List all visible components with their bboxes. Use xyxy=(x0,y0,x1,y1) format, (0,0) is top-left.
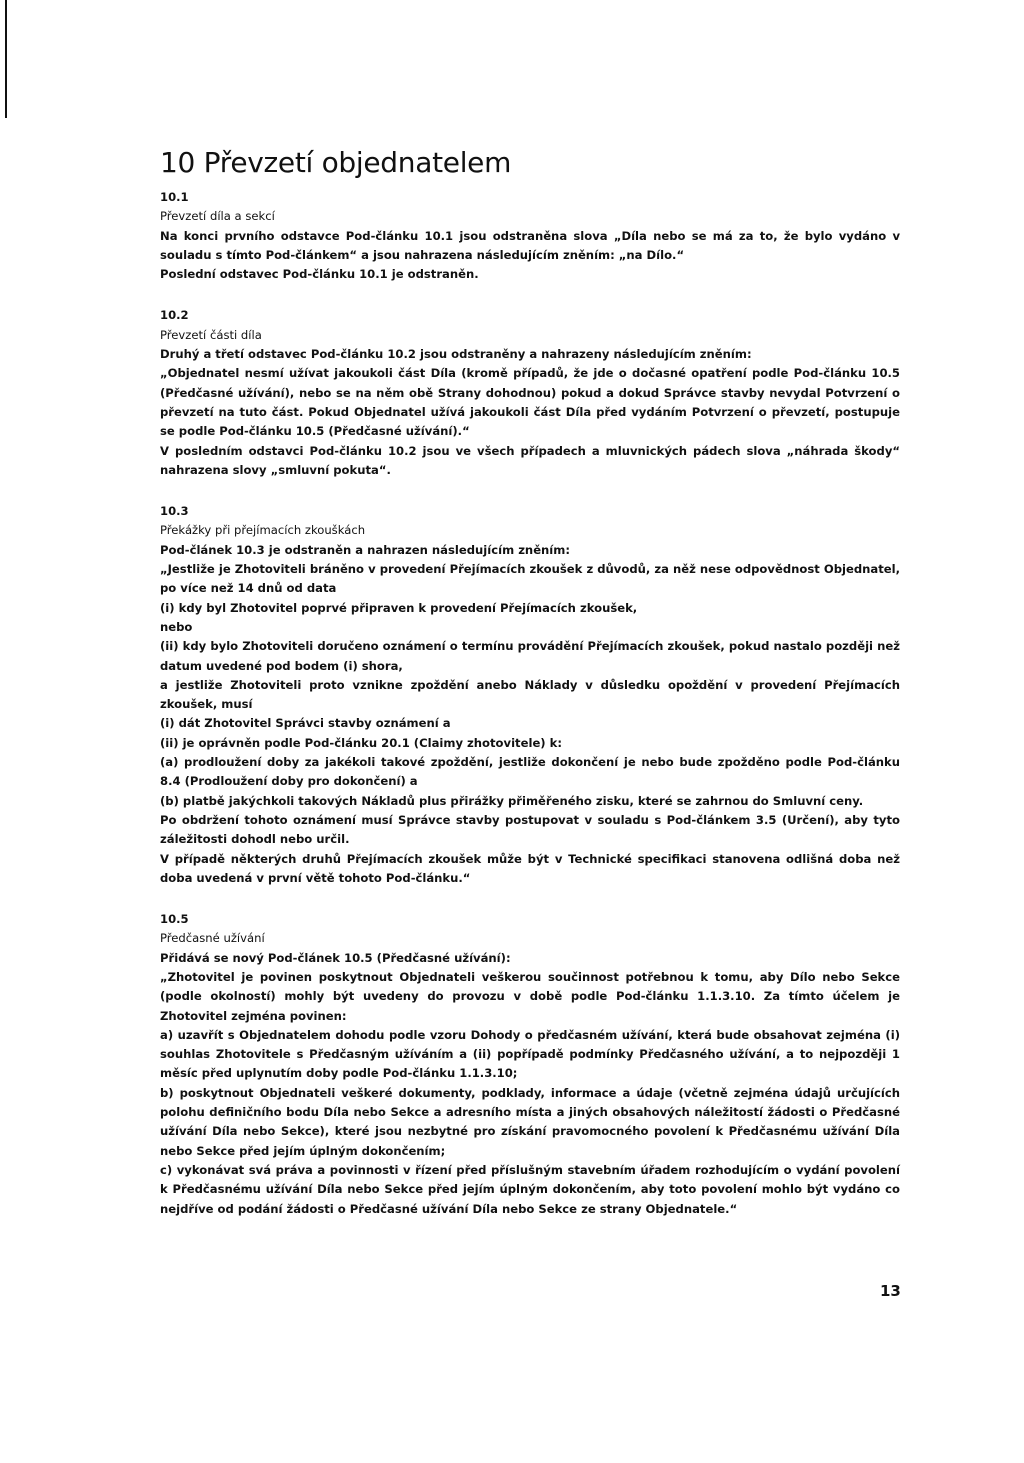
paragraph: Přidává se nový Pod-článek 10.5 (Předčasné užívání): xyxy=(160,950,511,965)
paragraph: a) uzavřít s Objednatelem dohodu podle vzoru Dohody o předčasném užívání, která bude obsahovat zejména (i) souhlas Zhotovitele s Předčasným užíváním a (ii) popřípadě podmínky Předčasného užívání, a to nejpozději 1 měsíc před uplynutím doby podle Pod-článku 1.1.3.10; xyxy=(160,1027,900,1081)
paragraph: (ii) je oprávněn podle Pod-článku 20.1 (Claimy zhotovitele) k: xyxy=(160,735,562,750)
paragraph: „Objednatel nesmí užívat jakoukoli část Díla (kromě případů, že jde o dočasné opatření podle Pod-článku 10.5 (Předčasné užívání), nebo se na něm obě Strany dohodnou) pokud a dokud Správce stavby nevydal Potvrzení o převzetí na tuto část. Pokud Objednatel užívá jakoukoli část Díla před vydáním Potvrzení o převzetí, postupuje se podle Pod-článku 10.5 (Předčasné užívání).“ xyxy=(160,366,900,439)
paragraph: „Zhotovitel je povinen poskytnout Objednateli veškerou součinnost potřebnou k tomu, aby Dílo nebo Sekce (podle okolností) mohly být uvedeny do provozu v době podle Pod-článku 1.1.3.10. Za tímto účelem je Zhotovitel zejména povinen: xyxy=(160,969,900,1023)
paragraph: Pod-článek 10.3 je odstraněn a nahrazen následujícím zněním: xyxy=(160,542,570,557)
section-title: Převzetí díla a sekcí xyxy=(160,209,275,224)
paragraph: (a) prodloužení doby za jakékoli takové zpoždění, jestliže dokončení je nebo bude zpožděno podle Pod-článku 8.4 (Prodloužení doby pro dokončení) a xyxy=(160,755,900,789)
paragraph: b) poskytnout Objednateli veškeré dokumenty, podklady, informace a údaje (včetně zejména údajů určujících polohu definičního bodu Díla nebo Sekce a adresního místa a jiných obsahových náležitostí žádosti o Předčasné užívání Díla nebo Sekce), které jsou nezbytné pro získání pravomocného povolení k Předčasnému užívání Díla nebo Sekce před jejím úplným dokončením; xyxy=(160,1085,900,1158)
section-number: 10.2 xyxy=(160,308,189,323)
paragraph: a jestliže Zhotoviteli proto vznikne zpoždění anebo Náklady v důsledku opoždění v provedení Přejímacích zkoušek, musí xyxy=(160,677,900,712)
document-page xyxy=(160,146,900,1219)
section-10-1 xyxy=(160,188,900,284)
paragraph: V případě některých druhů Přejímacích zkoušek může být v Technické specifikaci stanovena odlišná doba než doba uvedená v první větě tohoto Pod-článku.“ xyxy=(160,851,900,885)
paragraph: „Jestliže je Zhotoviteli bráněno v provedení Přejímacích zkoušek z důvodů, za něž nese odpovědnost Objednatel, po více než 14 dnů od data xyxy=(160,562,900,596)
paragraph: (i) dát Zhotovitel Správci stavby oznámení a xyxy=(160,716,451,731)
section-number: 10.3 xyxy=(160,504,189,519)
chapter-heading: 10 Převzetí objednatelem xyxy=(160,146,512,179)
paragraph: Druhý a třetí odstavec Pod-článku 10.2 jsou odstraněny a nahrazeny následujícím zněním: xyxy=(160,347,752,362)
paragraph: c) vykonávat svá práva a povinnosti v řízení před příslušným stavebním úřadem rozhodujícím o vydání povolení k Předčasnému užívání Díla nebo Sekce před jejím úplným dokončením, aby toto povolení mohlo být vydáno co nejdříve od podání žádosti o Předčasné užívání Díla nebo Sekce ze strany Objednatele.“ xyxy=(160,1162,900,1216)
paragraph: Na konci prvního odstavce Pod-článku 10.1 jsou odstraněna slova „Díla nebo se má za to, že bylo vydáno v souladu s tímto Pod-článkem“ a jsou nahrazena následujícím zněním: „na Dílo.“ xyxy=(160,228,900,262)
paragraph: (ii) kdy bylo Zhotoviteli doručeno oznámení o termínu provádění Přejímacích zkoušek, pokud nastalo později než datum uvedené pod bodem (i) shora, xyxy=(160,639,900,673)
section-title: Předčasné užívání xyxy=(160,931,265,946)
paragraph: (i) kdy byl Zhotovitel poprvé připraven k provedení Přejímacích zkoušek, xyxy=(160,600,638,615)
section-number: 10.1 xyxy=(160,190,189,204)
paragraph: Po obdržení tohoto oznámení musí Správce stavby postupovat v souladu s Pod-článkem 3.5 (Určení), aby tyto záležitosti dohodl nebo určil. xyxy=(160,812,900,847)
page-number: 13 xyxy=(880,1282,901,1300)
section-title: Překážky při přejímacích zkouškách xyxy=(160,523,366,538)
scan-edge-line xyxy=(5,0,7,118)
paragraph: Poslední odstavec Pod-článku 10.1 je odstraněn. xyxy=(160,267,479,282)
section-10-3 xyxy=(160,502,900,888)
section-10-5 xyxy=(160,910,900,1219)
section-number: 10.5 xyxy=(160,912,189,927)
paragraph: nebo xyxy=(160,619,193,634)
section-title: Převzetí části díla xyxy=(160,327,262,342)
paragraph: (b) platbě jakýchkoli takových Nákladů plus přirážky přiměřeného zisku, které se zahrnou do Smluvní ceny. xyxy=(160,793,864,808)
paragraph: V posledním odstavci Pod-článku 10.2 jsou ve všech případech a mluvnických pádech slova „náhrada škody“ nahrazena slovy „smluvní pokuta“. xyxy=(160,443,900,477)
section-10-2 xyxy=(160,306,900,480)
